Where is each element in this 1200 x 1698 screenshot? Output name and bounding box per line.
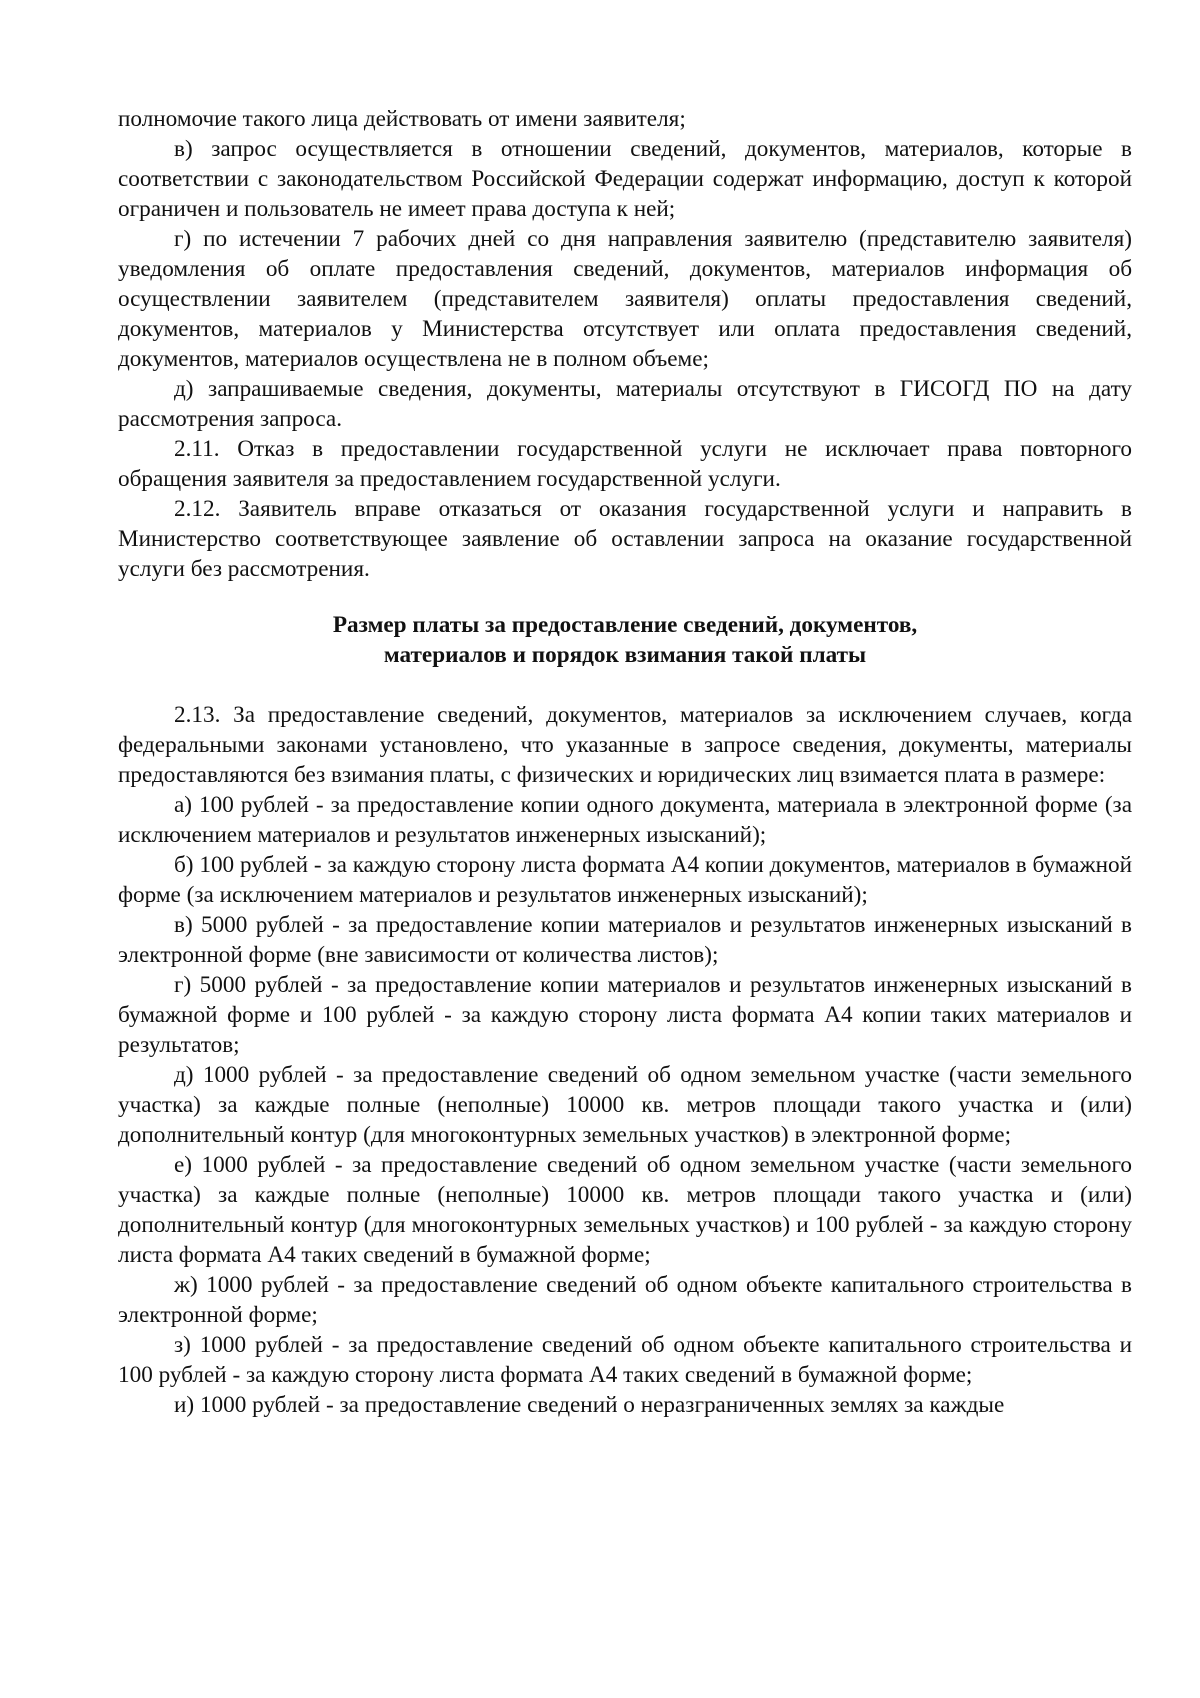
fee-item-i: и) 1000 рублей - за предоставление сведений о неразграниченных землях за каждые	[174, 1392, 1005, 1418]
fee-item-b: б) 100 рублей - за каждую сторону листа формата А4 копии документов, материалов в бумажной форме (за исключением материалов и результатов инженерных изысканий);	[118, 852, 1132, 908]
section-heading	[118, 610, 1132, 670]
paragraph-2-12: 2.12. Заявитель вправе отказаться от оказания государственной услуги и направить в Министерство соответствующее заявление об оставлении запроса на оказание государственной услуги без рассмотрения.	[118, 496, 1132, 582]
fee-item-d: д) 1000 рублей - за предоставление сведений об одном земельном участке (части земельного участка) за каждые полные (неполные) 10000 кв. метров площади такого участка и (или) дополнительный контур (для многоконтурных земельных участков) в электронной форме;	[118, 1062, 1132, 1148]
section-heading-line-1: Размер платы за предоставление сведений, документов,	[332, 612, 918, 638]
paragraph-item-v: в) запрос осуществляется в отношении сведений, документов, материалов, которые в соответствии с законодательством Российской Федерации содержат информацию, доступ к которой ограничен и пользователь не имеет права доступа к ней;	[118, 136, 1132, 222]
paragraph-2-13: 2.13. За предоставление сведений, документов, материалов за исключением случаев, когда федеральными законами установлено, что указанные в запросе сведения, документы, материалы предоставляются без взимания платы, с физических и юридических лиц взимается плата в размере:	[118, 702, 1132, 788]
document-page	[118, 104, 1132, 1420]
fee-item-v: в) 5000 рублей - за предоставление копии материалов и результатов инженерных изысканий в электронной форме (вне зависимости от количества листов);	[118, 912, 1132, 968]
fee-item-zh: ж) 1000 рублей - за предоставление сведений об одном объекте капитального строительства в электронной форме;	[118, 1272, 1132, 1328]
fee-item-e: е) 1000 рублей - за предоставление сведений об одном земельном участке (части земельного участка) за каждые полные (неполные) 10000 кв. метров площади такого участка и (или) дополнительный контур (для многоконтурных земельных участков) и 100 рублей - за каждую сторону листа формата А4 таких сведений в бумажной форме;	[118, 1152, 1132, 1268]
paragraph-item-d: д) запрашиваемые сведения, документы, материалы отсутствуют в ГИСОГД ПО на дату рассмотрения запроса.	[118, 376, 1132, 432]
fee-item-z: з) 1000 рублей - за предоставление сведений об одном объекте капитального строительства и 100 рублей - за каждую сторону листа формата А4 таких сведений в бумажной форме;	[118, 1332, 1132, 1388]
paragraph-continuation: полномочие такого лица действовать от имени заявителя;	[118, 106, 686, 132]
fee-item-a: а) 100 рублей - за предоставление копии одного документа, материала в электронной форме (за исключением материалов и результатов инженерных изысканий);	[118, 792, 1132, 848]
fee-item-g: г) 5000 рублей - за предоставление копии материалов и результатов инженерных изысканий в бумажной форме и 100 рублей - за каждую сторону листа формата А4 копии таких материалов и результатов;	[118, 972, 1132, 1058]
paragraph-item-g: г) по истечении 7 рабочих дней со дня направления заявителю (представителю заявителя) уведомления об оплате предоставления сведений, документов, материалов информация об осуществлении заявителем (представителем заявителя) оплаты предоставления сведений, документов, материалов у Министерства отсутствует или оплата предоставления сведений, документов, материалов осуществлена не в полном объеме;	[118, 226, 1132, 372]
section-heading-line-2: материалов и порядок взимания такой платы	[383, 642, 867, 668]
paragraph-2-11: 2.11. Отказ в предоставлении государственной услуги не исключает права повторного обращения заявителя за предоставлением государственной услуги.	[118, 436, 1132, 492]
